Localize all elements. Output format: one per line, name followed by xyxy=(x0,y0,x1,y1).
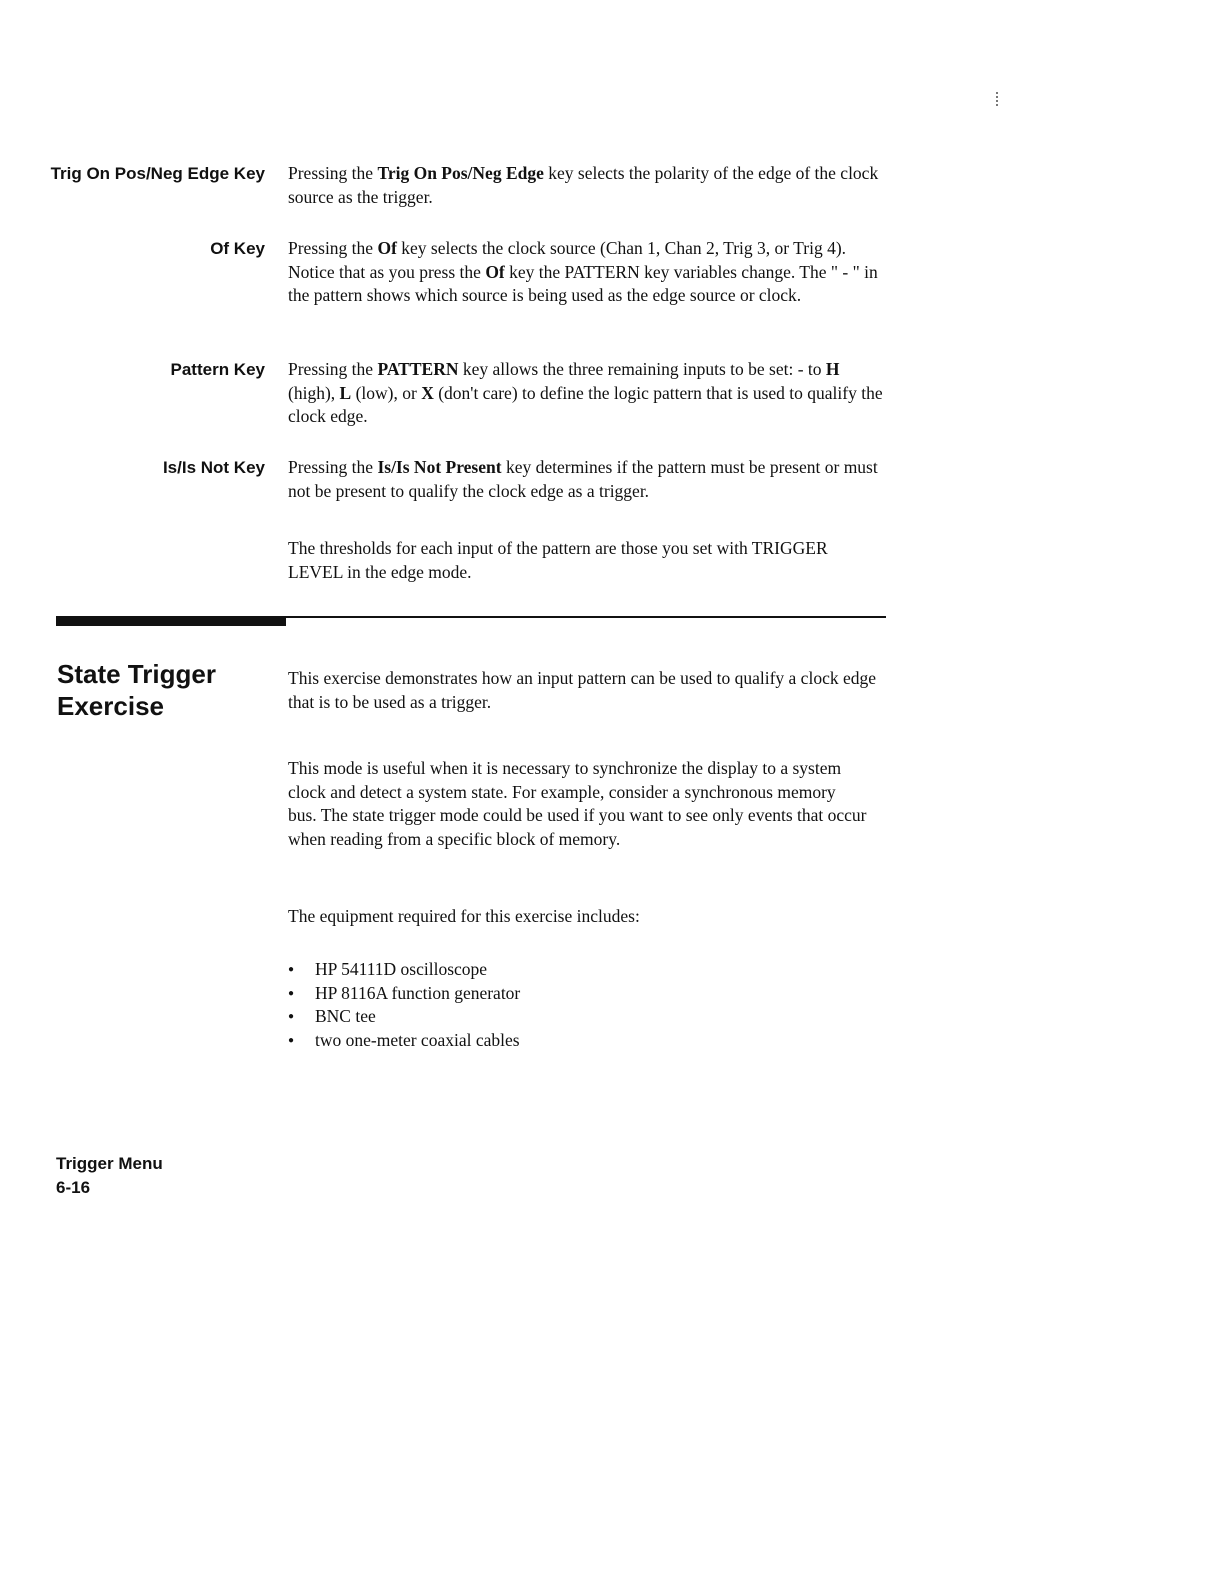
section-paragraph-equipment-intro: The equipment required for this exercise includes: xyxy=(288,906,640,926)
entry-text-trig-on-pos-neg-edge: Pressing the Trig On Pos/Neg Edge key selects the polarity of the edge of the clock source as the trigger. xyxy=(288,163,879,207)
entry-label-is-is-not-key: Is/Is Not Key xyxy=(162,458,265,477)
thresholds-note: The thresholds for each input of the pattern are those you set with TRIGGER LEVEL in the edge mode. xyxy=(288,538,828,582)
list-item: ● HP 54111D oscilloscope xyxy=(288,958,520,982)
list-item: ● BNC tee xyxy=(288,1005,520,1029)
entry-text-is-is-not-key: Pressing the Is/Is Not Present key determines if the pattern must be present or must not be present to qualify the clock edge as a trigger. xyxy=(288,457,878,501)
entry-label-of-key: Of Key xyxy=(210,239,265,258)
section-divider-bar xyxy=(56,617,286,626)
entry-text-pattern-key: Pressing the PATTERN key allows the three remaining inputs to be set: - to H (high), L (low), or X (don't care) to define the logic pattern that is used to qualify the clock edge. xyxy=(288,359,883,427)
list-item: ● HP 8116A function generator xyxy=(288,982,520,1006)
section-paragraph-usage: This mode is useful when it is necessary to synchronize the display to a system clock and detect a system state. For example, consider a synchronous memory bus. The state trigger mode could be used if you want to see only events that occur when reading from a specific block of memory. xyxy=(288,758,867,849)
entry-label-trig-on-pos-neg-edge: Trig On Pos/Neg Edge Key xyxy=(50,164,265,183)
page-footer xyxy=(56,1152,163,1200)
section-paragraph-intro: This exercise demonstrates how an input pattern can be used to qualify a clock edge that is to be used as a trigger. xyxy=(288,668,876,712)
section-title: State Trigger Exercise xyxy=(57,659,216,721)
entry-label-pattern-key: Pattern Key xyxy=(170,360,265,379)
footer-chapter: Trigger Menu xyxy=(56,1154,163,1173)
entry-text-of-key: Pressing the Of key selects the clock source (Chan 1, Chan 2, Trig 3, or Trig 4). Notice that as you press the Of key the PATTERN key variables change. The " - " in the pattern shows which source is being used as the edge source or clock. xyxy=(288,238,878,306)
scan-speck xyxy=(996,92,1000,106)
equipment-list xyxy=(288,958,520,1052)
footer-page-number: 6-16 xyxy=(56,1178,91,1197)
list-item: ● two one-meter coaxial cables xyxy=(288,1029,520,1053)
